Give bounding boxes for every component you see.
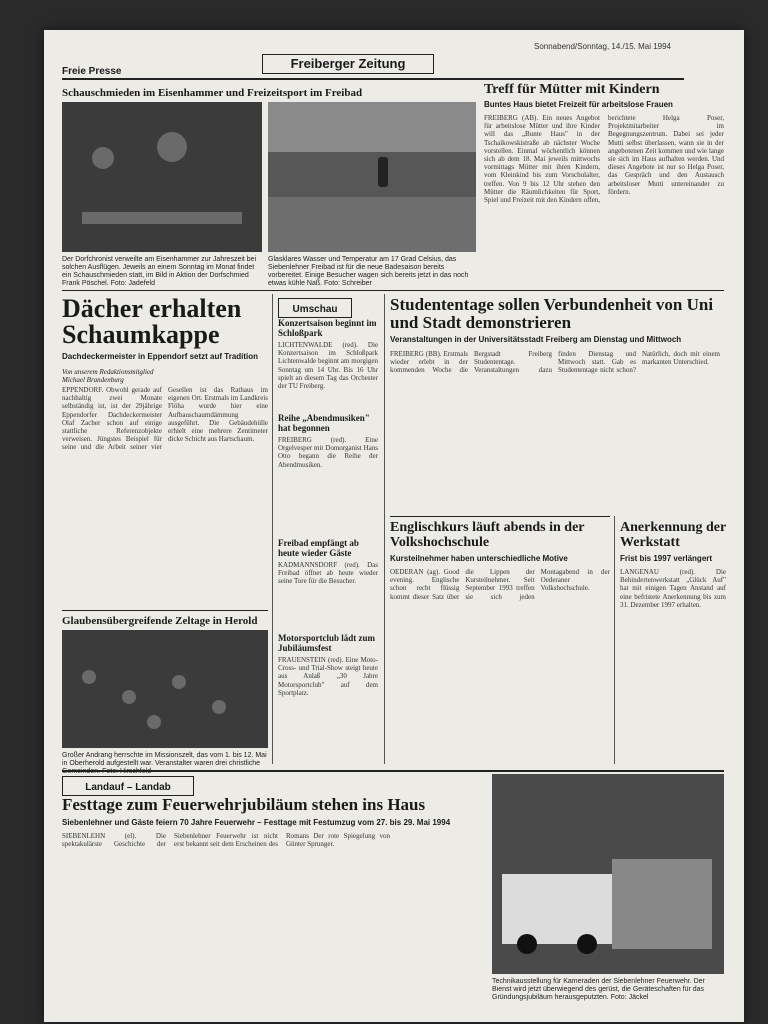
werkstatt-subheading: Frist bis 1997 verlängert (620, 554, 713, 563)
swimming-pool-photo (268, 102, 476, 252)
column-divider (384, 294, 385, 764)
daecher-byline: Von unserem Redaktionsmitglied Michael Brandenburg (62, 368, 154, 384)
umschau-box (278, 298, 352, 318)
umschau-label: Umschau (292, 304, 338, 315)
studenten-heading: Studententage sollen Verbundenheit von Uni und Stadt demonstrieren (390, 295, 714, 332)
studenten-subheading: Veranstaltungen in der Universitätsstadt Freiberg am Dienstag und Mittwoch (390, 335, 682, 344)
pool-caption: Glasklares Wasser und Temperatur am 17 Grad Celsius, das Siebenlehner Freibad ist für die neue Badesaison bereits vorbereitet. Einige Besucher wagen sich bereits jetzt in das noch etwas kühle Naß. Foto: Schreiber (268, 256, 469, 287)
werkstatt-body: LANGENAU (red). Die Behindertenwerkstatt „Glück Auf" hat mit einigen Tagen Anstand auf eine befristete Anerkennung bis zum 31. Dezember 1997 erhalten. (620, 568, 726, 609)
umschau-item-heading: Motorsportclub lädt zum Jubiläumsfest (278, 633, 375, 653)
festtage-body: SIEBENLEHN (el). Die spektakulärste Geschichte der Siebenlehner Feuerwehr ist nicht erst bekannt seit dem Erscheinen des Romans Der rote Spiegelung von Günter Sprunger. (62, 832, 390, 849)
paper-name: Freie Presse (62, 66, 122, 77)
festtage-subheading: Siebenlehner und Gäste feiern 70 Jahre Feuerwehr – Festtage mit Festumzug vom 27. bis 29. Mai 1994 (62, 818, 451, 827)
zeltage-caption: Großer Andrang herrschte im Missionszelt, das vom 1. bis 12. Mai in Oberherold aufgestellt war. Veranstalter waren drei christliche (62, 752, 267, 767)
treff-subheading: Buntes Haus bietet Freizeit für arbeitslose Frauen (484, 100, 673, 109)
umschau-item-text: LICHTENWALDE (red). Die Konzertsaison im Schloßpark Lichtenwalde beginnt am morgigen Sonntag um 14 Uhr. Bis 16 Uhr spielt an diesem Tag das Orchester der TU Freiberg. (278, 341, 378, 391)
section-rule (62, 770, 724, 772)
treff-body: FREIBERG (AB). Ein neues Angebot für arbeitslose Mütter und ihre Kinder will das „Bunte Haus" in der Tschaikowskistraße ab nächster Woche vorstellen. Einmal wöchentlich können sich ab dem 18. Mai jeweils mittwochs vormittags Mütter mit ihren Kindern, vom Kleinkind bis zum Vorschulalter, treffen. Von 9 bis 12 Uhr stehen den Mütter die Räumlichkeiten für Sport, Spiel und Freizeit mit den Kindern offen, berichtete Helga Poser, Projektmitarbeiter im Begegnungszentrum. Dabei sei jeder Mutti selbst überlassen, wann sie in der angebotenen Zeit kommen und wie lange sie sich im Haus aufhalten werden. Und dieses Angebote ist nur so Helga Poser, das Gespräch und den Austausch arbeitsloser Mutti untereinander zu fördern. (484, 114, 724, 205)
englisch-subheading: Kursteilnehmer haben unterschiedliche Motive (390, 554, 568, 563)
umschau-item-text: FRAUENSTEIN (red). Eine Moto-Cross- und Trial-Show steigt heute aus Anlaß „30 Jahre Motorsportclub" auf dem Sportplatz. (278, 656, 378, 697)
daecher-body: EPPENDORF. Obwohl gerade auf nachhaltig zwei Monate selbständig ist, ist der 29jährige Eppendorfer Dachdeckermeister Olaf Zacher schon auf einige stattliche Referenzobjekte verweisen. Jüngstes Beispiel für seine und die Arbeit seiner vier Gesellen ist das Rathaus im eigenen Ort. Erstmals im Landkreis Flöha wurde hier eine Aufbauschaumdämmung ausgeführt. Die Gebäudehülle erhielt eine mehrere Zentimeter dicke Schicht aus Hartschaum. (62, 386, 268, 452)
umschau-item-heading: Reihe „Abendmusiken" hat begonnen (278, 413, 370, 433)
englisch-heading: Englischkurs läuft abends in der Volkshochschule (390, 520, 585, 550)
section-rule (62, 610, 268, 611)
fire-truck-photo (492, 774, 724, 974)
section-rule (62, 290, 724, 291)
landauf-box (62, 776, 194, 796)
umschau-item-heading: Konzertsaison beginnt im Schloßpark (278, 318, 377, 338)
festtage-heading: Festtage zum Feuerwehrjubiläum stehen ins Haus (62, 795, 426, 814)
umschau-item-text: FREIBERG (red). Eine Orgelvesper mit Domorganist Hans Otto begann die Reihe der Abendmusiken. (278, 436, 378, 469)
zeltage-heading: Glaubensübergreifende Zeltage in Herold (62, 615, 258, 627)
treff-heading: Treff für Mütter mit Kindern (484, 82, 660, 97)
header-rule (62, 78, 684, 80)
fire-truck-caption: Technikausstellung für Kameraden der Siebenlehner Feuerwehr. Der Bienst wird jetzt überwiegend des gerüst, die Geräteschaften für das Gründungsjubiläum herausgeputzten. Foto: Jäckel (492, 978, 705, 1001)
blacksmith-caption: Der Dorfchronist verweilte am Eisenhammer zur Jahreszeit bei solchen Ausflügen. Jeweils an einem Sonntag im Monat findet ein Schauschmieden statt, im Bild in Aktion der Dorfschmied Frank Pöschel. Foto: Jadefeld (62, 256, 257, 287)
tent-crowd-photo (62, 630, 268, 748)
newspaper-page (44, 30, 744, 1022)
section-rule (390, 516, 610, 517)
studenten-body: FREIBERG (BB). Erstmals wieder erlebt in der kommenden Woche die Bergstadt Freiberg Studententage. Veranstaltungen dazu finden Dienstag und Mittwoch statt. Gab es Studententage nicht schon? Natürlich, doch mit einem markanten Unterschied. (390, 350, 720, 375)
umschau-item-text: KADMANNSDORF (red). Das Freibad öffnet ab heute wieder seine Tore für die Besucher. (278, 561, 378, 586)
umschau-column (278, 318, 378, 776)
daecher-subheading: Dachdeckermeister in Eppendorf setzt auf Tradition (62, 352, 259, 361)
englisch-body: OEDERAN (ag). Good evening. Englische schon recht flüssig kommt dieser Satz über die Lippen der Kursteilnehmer. Seit September 1993 treffen sie sich jeden Montagabend in der Oederaner Volkshochschule. (390, 568, 610, 601)
column-divider (614, 516, 615, 764)
daecher-heading: Dächer erhalten Schaumkappe (62, 294, 242, 349)
issue-date: Sonnabend/Sonntag, 14./15. Mai 1994 (534, 42, 671, 51)
landauf-label: Landauf – Landab (85, 782, 171, 793)
umschau-item-heading: Freibad empfängt ab heute wieder Gäste (278, 538, 359, 558)
top-story-heading: Schauschmieden im Eisenhammer und Freizeitsport im Freibad (62, 87, 363, 99)
section-title: Freiberger Zeitung (262, 54, 434, 74)
werkstatt-heading: Anerkennung der Werkstatt (620, 520, 726, 550)
blacksmith-photo (62, 102, 262, 252)
column-divider (272, 294, 273, 764)
